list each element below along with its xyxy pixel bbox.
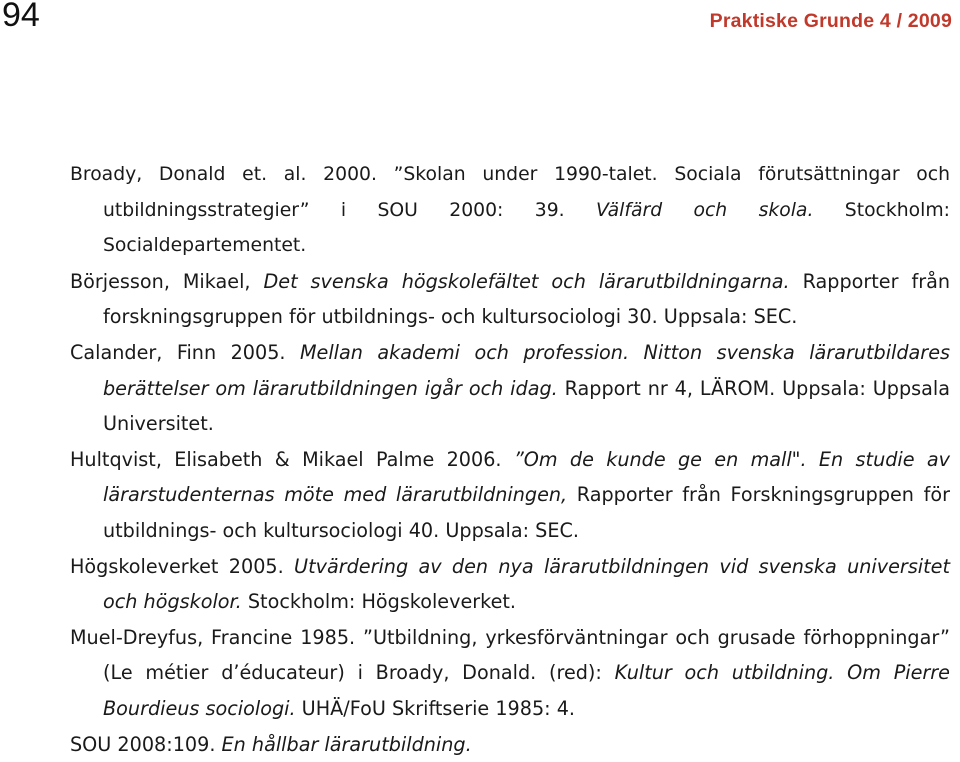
reference-text: Stockholm: Socialdepartementet. bbox=[103, 200, 950, 257]
reference-text: UHÄ/FoU Skriftserie 1985: 4. bbox=[296, 697, 575, 720]
running-head: Praktiske Grunde 4 / 2009 bbox=[710, 10, 952, 33]
reference-entry bbox=[70, 157, 950, 264]
reference-title: En hållbar lärarutbildning. bbox=[222, 733, 472, 756]
reference-text: Högskoleverket 2005. bbox=[70, 555, 294, 578]
reference-text: Stockholm: Högskoleverket. bbox=[242, 590, 516, 613]
reference-text: Rapport nr 4, LÄROM. Uppsala: Uppsala Universitet. bbox=[103, 377, 950, 436]
reference-title: Utvärdering av den nya lärarutbildningen vid svenska universitet och högskolor. bbox=[103, 555, 950, 614]
reference-text: Muel-Dreyfus, Francine 1985. ”Utbildning, yrkesförväntningar och grusade förhoppningar” (Le métier d’éducateur) i Broady, Donald. (red): bbox=[70, 626, 950, 685]
reference-entry bbox=[70, 335, 950, 442]
reference-title: Det svenska högskolefältet och lärarutbildningarna. bbox=[264, 270, 790, 293]
reference-text: SOU 2008:109. bbox=[70, 733, 222, 756]
reference-text: Rapporter från Forskningsgruppen för utbildnings- och kultursociologi 40. Uppsala: SEC. bbox=[103, 483, 950, 542]
reference-title: ”Om de kunde ge en mall". En studie av lärarstudenternas möte med lärarutbildningen, bbox=[103, 448, 950, 507]
reference-list bbox=[70, 157, 950, 762]
reference-text: Broady, Donald et. al. 2000. ”Skolan under 1990-talet. Sociala förutsättningar och utbildningsstrategier” i SOU 2000: 39. bbox=[70, 164, 950, 221]
reference-title: Välfärd och skola. bbox=[596, 200, 813, 221]
reference-text: Rapporter från forskningsgruppen för utbildnings- och kultursociologi 30. Uppsala: SEC. bbox=[103, 270, 950, 329]
reference-title: Kultur och utbildning. Om Pierre Bourdieus sociologi. bbox=[103, 661, 950, 720]
page-number: 94 bbox=[2, 0, 40, 35]
reference-entry bbox=[70, 442, 950, 549]
reference-text: Calander, Finn 2005. bbox=[70, 341, 300, 364]
reference-entry bbox=[70, 727, 950, 762]
reference-entry bbox=[70, 620, 950, 727]
reference-text: Hultqvist, Elisabeth & Mikael Palme 2006. bbox=[70, 448, 514, 471]
reference-text: Börjesson, Mikael, bbox=[70, 270, 264, 293]
reference-entry bbox=[70, 264, 950, 335]
reference-title: Mellan akademi och profession. Nitton svenska lärarutbildares berättelser om lärarutbildningen igår och idag. bbox=[103, 341, 950, 400]
reference-entry bbox=[70, 549, 950, 620]
